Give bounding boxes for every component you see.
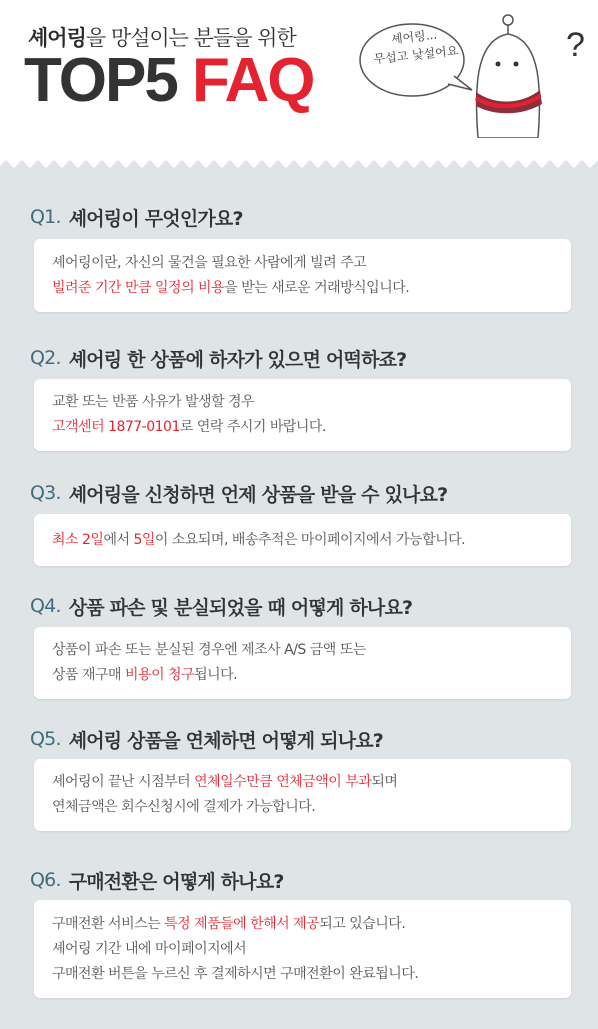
question-text: 구매전환은 어떻게 하나요?	[68, 870, 284, 893]
faq-item-5	[30, 725, 571, 815]
answer-line: 셰어링이 끝난 시점부터 연체일수만큼 연체금액이 부과되며	[52, 774, 398, 790]
answer-line: 빌려준 기간 만큼 일정의 비용을 받는 새로운 거래방식입니다.	[52, 279, 410, 296]
faq-question	[30, 866, 571, 894]
answer-highlight: 5일	[133, 531, 155, 548]
answer-card	[34, 239, 571, 312]
question-mark: ?	[566, 26, 585, 64]
answer-card	[34, 627, 571, 699]
answer-highlight: 특정 제품들에 한해서 제공	[164, 915, 320, 932]
faq-question	[30, 592, 571, 620]
answer-highlight: 고객센터 1877-0101	[52, 419, 180, 435]
answer-line: 연체금액은 회수신청시에 결제가 가능합니다.	[52, 799, 316, 815]
question-number: Q4.	[30, 595, 61, 617]
answer-line: 상품이 파손 또는 분실된 경우엔 제조사 A/S 금액 또는	[52, 642, 366, 658]
title-top5: TOP5	[24, 46, 193, 115]
question-text: 셰어링 한 상품에 하자가 있으면 어떡하죠?	[68, 348, 407, 371]
faq-item-4	[30, 592, 571, 683]
answer-line: 구매전환 버튼을 누르신 후 결제하시면 구매전환이 완료됩니다.	[52, 965, 419, 982]
faq-question	[30, 344, 571, 372]
answer-line: 셰어링 기간 내에 마이페이지에서	[52, 940, 247, 957]
faq-item-3	[30, 479, 571, 548]
question-number: Q1.	[30, 206, 61, 228]
question-text: 셰어링 상품을 연체하면 어떻게 되나요?	[68, 729, 384, 752]
bubble-line1: 셰어링...	[390, 27, 438, 47]
question-number: Q6.	[30, 869, 61, 891]
question-text: 상품 파손 및 분실되었을 때 어떻게 하나요?	[68, 596, 413, 619]
answer-line: 고객센터 1877-0101로 연락 주시기 바랍니다.	[52, 419, 326, 435]
answer-line: 구매전환 서비스는 특정 제품들에 한해서 제공되고 있습니다.	[52, 915, 406, 932]
question-number: Q2.	[30, 347, 61, 369]
title-faq: FAQ	[192, 46, 314, 115]
mascot-character-icon	[456, 6, 588, 138]
answer-card	[34, 379, 571, 451]
faq-item-1	[30, 203, 571, 296]
question-text: 셰어링이 무엇인가요?	[68, 207, 243, 230]
faq-item-6	[30, 866, 571, 982]
zigzag-divider	[0, 150, 598, 170]
faq-question	[30, 203, 571, 231]
question-text: 셰어링을 신청하면 언제 상품을 받을 수 있나요?	[68, 483, 448, 506]
answer-highlight: 연체일수만큼 연체금액이 부과	[194, 774, 372, 790]
subtitle-rest: 을 망설이는 분들을 위한	[85, 26, 296, 50]
page-title	[24, 46, 314, 115]
subtitle-bold: 셰어링	[28, 26, 86, 50]
question-number: Q3.	[30, 482, 61, 504]
answer-line: 상품 재구매 비용이 청구됩니다.	[52, 667, 238, 683]
answer-line: 셰어링이란, 자신의 물건을 필요한 사람에게 빌려 주고	[52, 254, 367, 271]
faq-question	[30, 725, 571, 753]
answer-card	[34, 759, 571, 831]
bubble-line2: 무섭고 낯설어요	[372, 43, 459, 67]
answer-card	[34, 900, 571, 998]
question-number: Q5.	[30, 728, 61, 750]
answer-line: 최소 2일에서 5일이 소요되며, 배송추적은 마이페이지에서 가능합니다.	[52, 531, 466, 548]
answer-highlight: 최소 2일	[52, 531, 104, 548]
answer-highlight: 빌려준 기간 만큼 일정의 비용	[52, 279, 225, 296]
answer-highlight: 비용이 청구	[125, 667, 195, 683]
faq-item-2	[30, 344, 571, 435]
faq-question	[30, 479, 571, 507]
answer-line: 교환 또는 반품 사유가 발생할 경우	[52, 394, 255, 410]
answer-card	[34, 514, 571, 566]
